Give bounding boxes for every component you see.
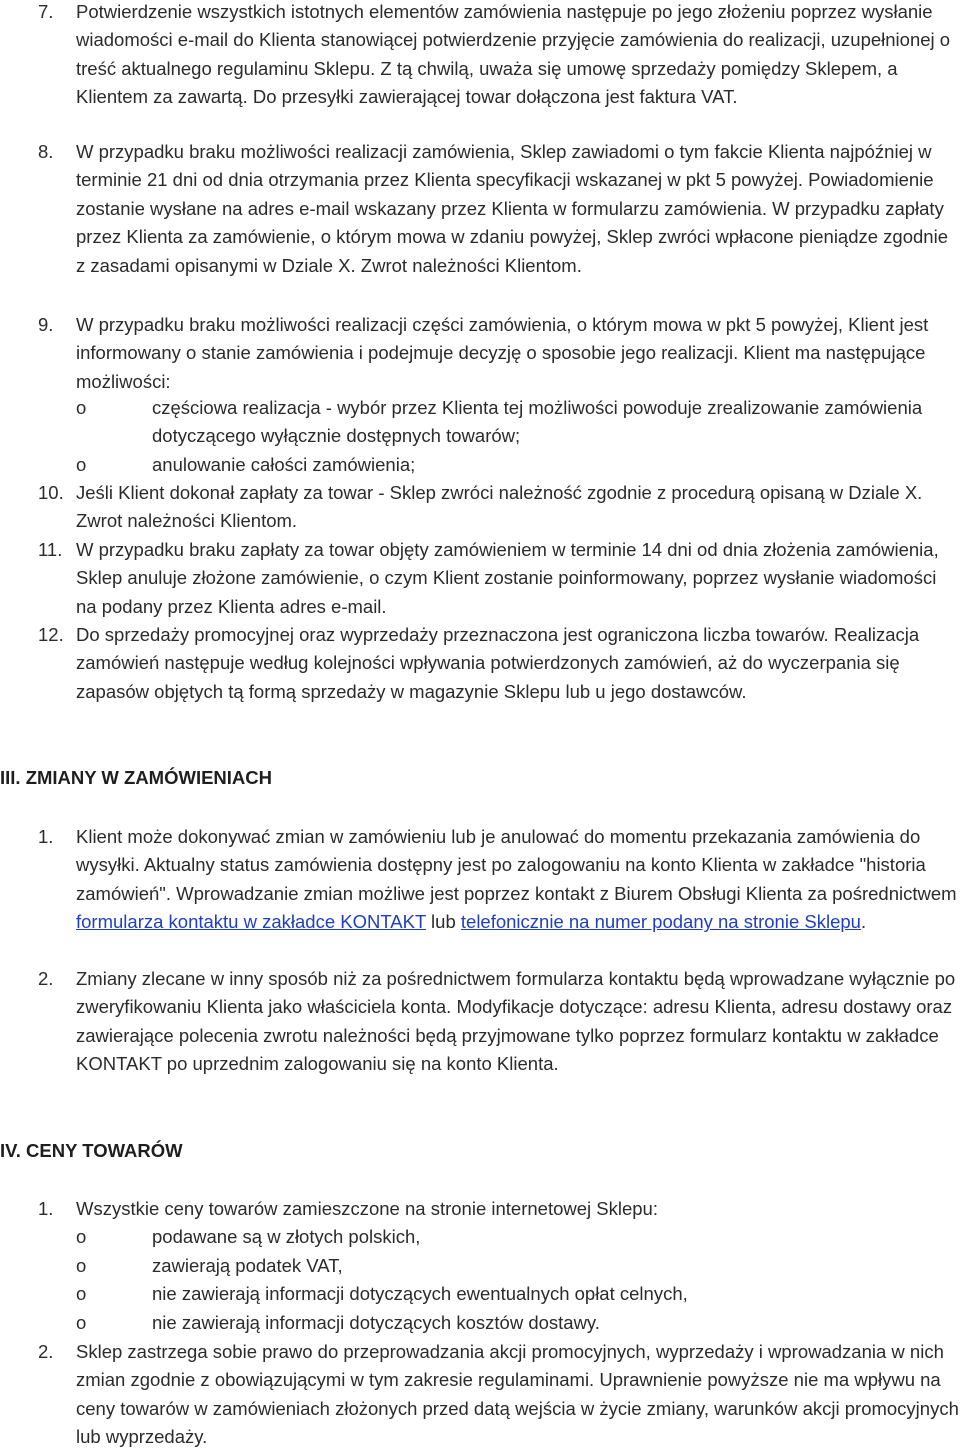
bullet-marker: o [76,397,87,418]
item-number: 1. [38,826,54,847]
item-number: 7. [38,1,54,22]
item-text-end: . [860,911,867,933]
item-number: 2. [38,968,54,989]
item-text [76,823,960,937]
item-number: 8. [38,141,54,162]
item-number: 12. [38,624,64,645]
item-number: 11. [38,539,63,560]
section-heading: III. ZMIANY W ZAMÓWIENIACH [0,767,272,788]
bullet-text: podawane są w złotych polskich, [152,1226,421,1247]
bullet-marker: o [76,1312,87,1333]
item-text: W przypadku braku zapłaty za towar objęty zamówieniem w terminie 14 dni od dnia złożenia zamówienia, Sklep anuluje złożone zamówienie, o czym Klient zostanie poinformowany, poprzez wysłanie wiadomości na podany przez Klienta adres e-mail. [76,539,939,617]
section-heading: IV. CENY TOWARÓW [0,1140,183,1161]
item-text: Wszystkie ceny towarów zamieszczone na stronie internetowej Sklepu: [76,1198,658,1219]
item-text: Do sprzedaży promocyjnej oraz wyprzedaży przeznaczona jest ograniczona liczba towarów. Realizacja zamówień następuje według kolejności wpływania potwierdzonych zamówień, aż do wyczerpania się zapasów objętych tą formą sprzedaży w magazynie Sklepu lub u jego dostawców. [76,624,920,702]
bullet-text: nie zawierają informacji dotyczących kosztów dostawy. [152,1312,600,1333]
item-number: 1. [38,1198,54,1219]
item-text-start: Klient może dokonywać zmian w zamówieniu lub je anulować do momentu przekazania zamówienia do wysyłki. Aktualny status zamówienia dostępny jest po zalogowaniu na konto Klienta w zakładce "historia zamówień". Wprowadzanie zmian możliwe jest poprzez kontakt z Biurem Obsługi Klienta za pośrednictwem [76,826,957,904]
item-text: W przypadku braku możliwości realizacji zamówienia, Sklep zawiadomi o tym fakcie Klienta najpóźniej w terminie 21 dni od dnia otrzymania przez Klienta specyfikacji wskazanej w pkt 5 powyżej. Powiadomienie zostanie wysłane na adres e-mail wskazany przez Klienta w formularzu zamówienia. W przypadku zapłaty przez Klienta za zamówienie, o którym mowa w zdaniu powyżej, Sklep zwróci wpłacone pieniądze zgodnie z zasadami opisanymi w Dziale X. Zwrot należności Klientom. [76,141,948,276]
bullet-marker: o [76,1283,87,1304]
phone-number-link[interactable]: telefonicznie na numer podany na stronie Sklepu [460,911,861,933]
item-number: 9. [38,314,54,335]
bullet-text: zawierają podatek VAT, [152,1255,343,1276]
contact-form-link[interactable]: formularza kontaktu w zakładce KONTAKT [76,911,426,933]
item-text: Potwierdzenie wszystkich istotnych elementów zamówienia następuje po jego złożeniu poprzez wysłanie wiadomości e-mail do Klienta stanowiącej potwierdzenie przyjęcie zamówienia do realizacji, uzupełnionej o treść aktualnego regulaminu Sklepu. Z tą chwilą, uważa się umowę sprzedaży pomiędzy Sklepem, a Klientem za zawartą. Do przesyłki zawierającej towar dołączona jest faktura VAT. [76,1,951,108]
bullet-text: anulowanie całości zamówienia; [152,454,416,475]
bullet-marker: o [76,1226,87,1247]
item-number: 2. [38,1341,54,1362]
item-text: Jeśli Klient dokonał zapłaty za towar - Sklep zwróci należność zgodnie z procedurą opisaną w Dziale X. Zwrot należności Klientom. [76,482,923,532]
bullet-marker: o [76,454,87,475]
item-text: Zmiany zlecane w inny sposób niż za pośrednictwem formularza kontaktu będą wprowadzane wyłącznie po zweryfikowaniu Klienta jako właściciela konta. Modyfikacje dotyczące: adresu Klienta, adresu dostawy oraz zawierające polecenia zwrotu należności będą przyjmowane tylko poprzez formularz kontaktu w zakładce KONTAKT po uprzednim zalogowaniu się na konto Klienta. [76,968,956,1075]
item-text: Sklep zastrzega sobie prawo do przeprowadzania akcji promocyjnych, wyprzedaży i wprowadzania w nich zmian zgodnie z obowiązującymi w tym zakresie regulaminami. Uprawnienie powyższe nie ma wpływu na ceny towarów w zamówieniach złożonych przed datą wejścia w życie zmiany, warunków akcji promocyjnych lub wyprzedaży. [76,1341,959,1448]
item-text: W przypadku braku możliwości realizacji części zamówienia, o którym mowa w pkt 5 powyżej, Klient jest informowany o stanie zamówienia i podejmuje decyzję o sposobie jego realizacji. Klient ma następujące możliwości: [76,314,929,392]
bullet-text: nie zawierają informacji dotyczących ewentualnych opłat celnych, [152,1283,688,1304]
bullet-text: częściowa realizacja - wybór przez Klienta tej możliwości powoduje zrealizowanie zamówienia dotyczącego wyłącznie dostępnych towarów; [152,397,923,447]
item-text-between: lub [425,911,461,933]
bullet-marker: o [76,1255,87,1276]
item-number: 10. [38,482,64,503]
